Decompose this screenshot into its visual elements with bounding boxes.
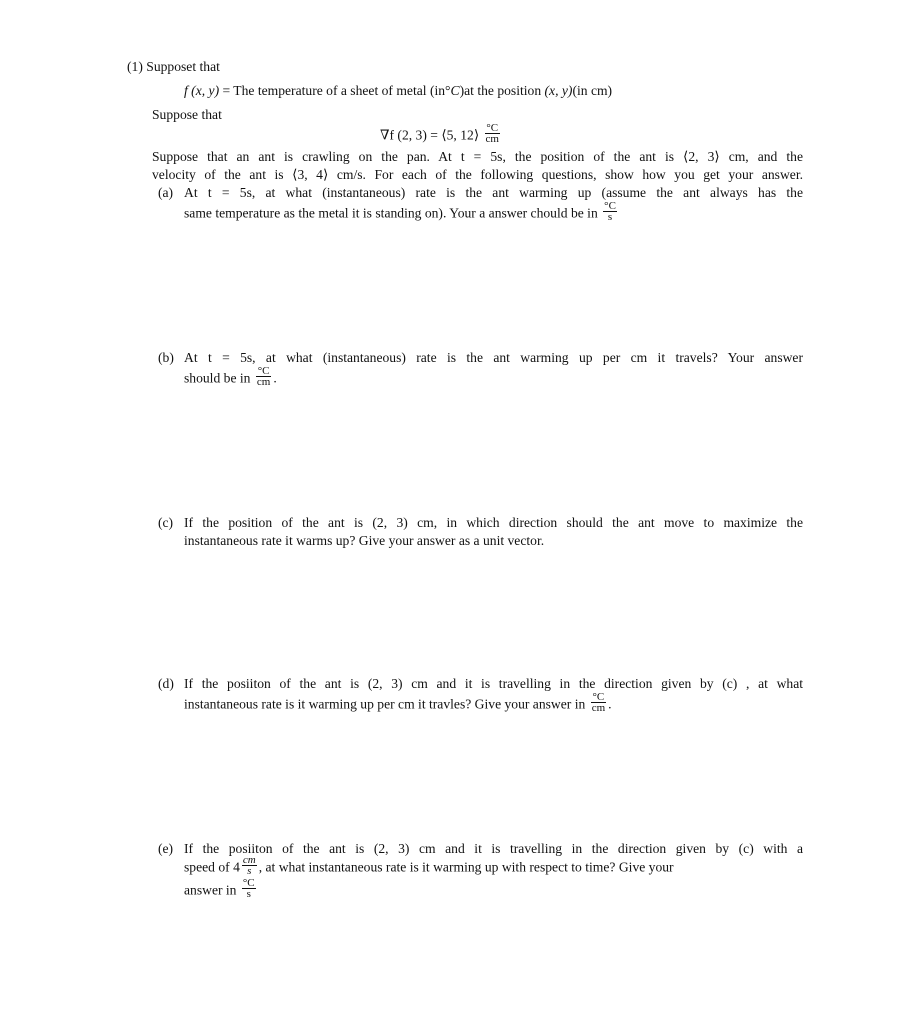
part-e-speed-unit: [242, 855, 257, 876]
part-d-period: .: [608, 696, 612, 712]
part-e-speed-unit-numerator: cm: [242, 854, 256, 866]
context-line-2: velocity of the ant is ⟨3, 4⟩ cm/s. For each of the following questions, show how you get your answer.: [152, 167, 803, 182]
part-e-label: (e): [158, 841, 174, 856]
part-e-line-2: [184, 854, 803, 879]
part-d-unit: [591, 692, 606, 713]
definition-text-c: (in cm): [572, 83, 613, 98]
part-b-unit: [256, 366, 271, 387]
part-d-label: (d): [158, 676, 174, 691]
definition-text-b: )at the position: [459, 83, 545, 98]
problem-number: (1): [127, 59, 143, 74]
part-e-line-1: If the posiiton of the ant is (2, 3) cm and it is travelling in the direction given by (c) with a: [184, 841, 803, 856]
part-e-unit: [242, 878, 256, 899]
gradient-unit: [485, 123, 500, 144]
function-symbol: f (x, y): [184, 83, 220, 98]
part-e-unit-denominator: s: [246, 888, 251, 900]
part-b-line-1: At t = 5s, at what (instantaneous) rate is the ant warming up per cm it travels? Your answer: [184, 350, 803, 365]
position-symbol: (x, y): [544, 83, 573, 98]
gradient-unit-numerator: °C: [486, 122, 499, 134]
part-a-unit: [603, 201, 617, 222]
part-e-answer-text: answer in: [184, 882, 237, 898]
part-e-unit-numerator: °C: [242, 877, 255, 889]
part-c-line-2: instantaneous rate it warms up? Give your answer as a unit vector.: [184, 533, 545, 548]
part-a-line-1: At t = 5s, at what (instantaneous) rate is the ant warming up (assume the ant always has the: [184, 185, 803, 200]
gradient-expression: ∇f (2, 3) = ⟨5, 12⟩: [380, 127, 480, 143]
part-a-label: (a): [158, 185, 174, 200]
part-d-unit-numerator: °C: [592, 691, 605, 703]
part-c-label: (c): [158, 515, 174, 530]
part-e-text: , at what instantaneous rate is it warming up with respect to time? Give your: [258, 859, 674, 875]
problem-header: [127, 58, 220, 76]
gradient-unit-denominator: cm: [485, 133, 499, 145]
part-b-line-2: [184, 365, 277, 390]
part-b-period: .: [273, 370, 277, 386]
part-d-text: instantaneous rate is it warming up per cm it travles? Give your answer in: [184, 696, 586, 712]
part-b-unit-numerator: °C: [257, 365, 270, 377]
part-e-line-3: [184, 877, 258, 902]
context-line-1: Suppose that an ant is crawling on the pan. At t = 5s, the position of the ant is ⟨2, 3⟩ cm, and the: [152, 149, 803, 164]
part-c-line-1: If the position of the ant is (2, 3) cm, in which direction should the ant move to maximize the: [184, 515, 803, 530]
part-a-text: same temperature as the metal it is standing on). Your a answer chould be in: [184, 205, 598, 221]
part-b-unit-denominator: cm: [256, 376, 271, 388]
part-e-speed-text: speed of 4: [184, 859, 240, 875]
part-b-label: (b): [158, 350, 174, 365]
part-a-unit-numerator: °C: [604, 200, 616, 212]
definition-text-a: = The temperature of a sheet of metal (in°: [219, 83, 451, 98]
problem-intro: Supposet that: [146, 59, 220, 74]
part-e-speed-unit-denominator: s: [247, 865, 252, 877]
part-d-unit-denominator: cm: [591, 702, 606, 714]
part-b-text: should be in: [184, 370, 251, 386]
definition-line: [184, 82, 612, 100]
celsius-symbol: C: [450, 83, 460, 98]
gradient-equation: [380, 122, 502, 147]
part-d-line-1: If the posiiton of the ant is (2, 3) cm and it is travelling in the direction given by (c) , at what: [184, 676, 803, 691]
part-d-line-2: [184, 691, 612, 716]
suppose-line: Suppose that: [152, 107, 222, 122]
part-a-line-2: [184, 200, 619, 225]
part-a-unit-denominator: s: [607, 211, 613, 223]
